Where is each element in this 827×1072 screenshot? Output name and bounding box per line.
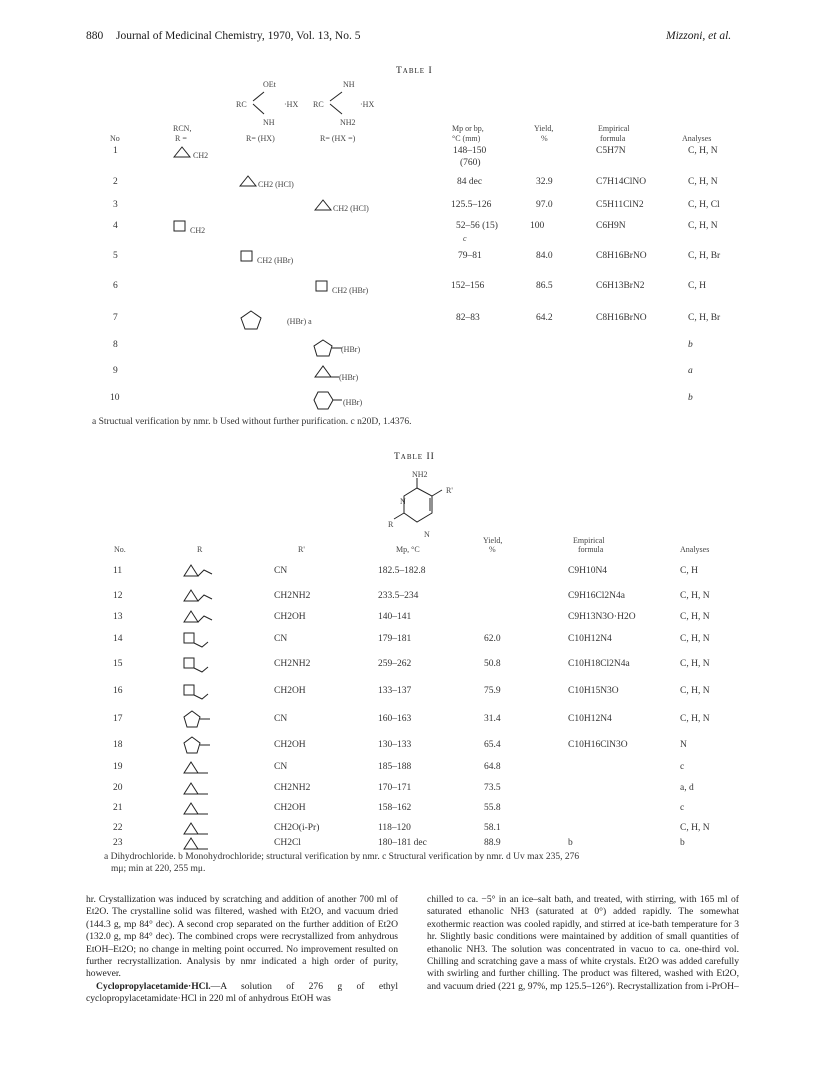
t1-row9-no: 9 <box>113 366 118 376</box>
t1-row3-analyses: C, H, Cl <box>688 200 720 210</box>
body-left-text: hr. Crystallization was induced by scratching and addition of another 700 ml of Et2O. The crystalline solid was filtered, washed with Et2O, and vacuum dried (144.3 g, mp 84° dec). A second crop separated on the further addition of Et2O (132.0 g, mp 84° dec). The combined crops were recrystallized from anhydrous EtOH–Et2O; no change in melting point occurred. No improvement resulted on further recrystallization. Analysis by nmr indicated a high order of purity, however. <box>86 894 398 980</box>
th2-yield: Yield, <box>483 536 503 545</box>
struct-hx1: ·HX <box>284 100 299 109</box>
t1-row6-sub: CH2 (HBr) <box>332 286 369 295</box>
t2-row16-analyses: C, H, N <box>680 686 710 696</box>
th1-yield: Yield, <box>534 124 554 133</box>
t2-row13-analyses: C, H, N <box>680 612 710 622</box>
table1-footnote: a Structual verification by nmr. b Used without further purification. c n20D, 1.4376. <box>92 417 412 427</box>
cyclobutyl-icon <box>182 630 216 650</box>
th1-mp: Mp or bp, <box>452 124 484 133</box>
t2-row11-rp: CN <box>274 566 288 576</box>
t2-row23-yield: 88.9 <box>484 838 501 848</box>
t1-row4-yield: 100 <box>530 221 545 231</box>
cyclobutyl-icon <box>182 655 216 675</box>
t2-row15-yield: 50.8 <box>484 659 501 669</box>
t1-row1-analyses: C, H, N <box>688 146 718 156</box>
t2-row22-analyses: C, H, N <box>680 823 710 833</box>
th1-emp: Empirical <box>598 124 630 133</box>
t1-row1-mp: 148–150 <box>453 146 487 156</box>
t1-row9-sub: (HBr) <box>339 373 359 382</box>
t2-row22-rp: CH2O(i-Pr) <box>274 823 320 833</box>
t2-row13-rp: CH2OH <box>274 612 306 622</box>
t1-row3-mp: 125.5–126 <box>451 200 492 210</box>
t2-row17-yield: 31.4 <box>484 714 501 724</box>
t2-row22-mp: 118–120 <box>378 823 411 833</box>
t2-row14-rp: CN <box>274 634 288 644</box>
t2-row12-no: 12 <box>113 591 123 601</box>
t2-row19-analyses: c <box>680 762 685 772</box>
cyclopropyl-icon <box>182 779 216 799</box>
pyr-nh2: NH2 <box>412 470 428 479</box>
t1-row2-formula: C7H14ClNO <box>596 177 647 187</box>
t2-row20-analyses: a, d <box>680 783 694 793</box>
cyclopropyl-icon <box>182 587 216 607</box>
t2-row15-no: 15 <box>113 659 123 669</box>
t1-row2-sub: CH2 (HCl) <box>258 180 294 189</box>
t1-row2-yield: 32.9 <box>536 177 553 187</box>
t2-row21-rp: CH2OH <box>274 803 306 813</box>
t1-row1-sub: CH2 <box>193 151 209 160</box>
t2-row17-formula: C10H12N4 <box>568 714 612 724</box>
t2-row23-no: 23 <box>113 838 123 848</box>
th1-rhx2: R= (HX =) <box>320 134 356 143</box>
t1-row7-no: 7 <box>113 313 118 323</box>
th1-rcn: RCN, <box>173 124 192 133</box>
t1-row5-sub: CH2 (HBr) <box>257 256 294 265</box>
t1-row7-analyses: C, H, Br <box>688 313 721 323</box>
t1-row10-sub: (HBr) <box>343 398 363 407</box>
t2-row17-no: 17 <box>113 714 123 724</box>
section-heading: Cyclopropylacetamide·HCl. <box>96 980 211 992</box>
cyclopentyl-icon <box>182 736 216 756</box>
t2-row19-no: 19 <box>113 762 123 772</box>
pyr-rp: R' <box>446 486 453 495</box>
t2-row21-no: 21 <box>113 803 123 813</box>
t2-row16-yield: 75.9 <box>484 686 501 696</box>
cyclopropyl-icon <box>182 562 216 582</box>
t1-row7-yield: 64.2 <box>536 313 553 323</box>
pyr-n2: N <box>424 530 430 539</box>
t2-row17-mp: 160–163 <box>378 714 412 724</box>
cyclobutyl-icon <box>172 219 188 233</box>
t2-row22-no: 22 <box>113 823 123 833</box>
t1-row4-mp2: c <box>463 234 467 243</box>
t2-row23-formula: b <box>568 838 573 848</box>
pyr-n1: N <box>400 497 406 506</box>
t1-row7-sub: (HBr) a <box>287 317 312 326</box>
body-left-column <box>86 894 398 1006</box>
t2-row12-rp: CH2NH2 <box>274 591 311 601</box>
th1-req: R = <box>175 134 187 143</box>
t2-row18-mp: 130–133 <box>378 740 412 750</box>
struct-nh-top: NH <box>343 80 355 89</box>
t2-row19-yield: 64.8 <box>484 762 501 772</box>
struct-rc1: RC <box>236 100 247 109</box>
t2-row23-analyses: b <box>680 838 685 848</box>
journal-title: Journal of Medicinal Chemistry, 1970, Vol. 13, No. 5 <box>116 30 361 42</box>
t1-row6-analyses: C, H <box>688 281 706 291</box>
t1-row1-formula: C5H7N <box>596 146 626 156</box>
t2-row15-mp: 259–262 <box>378 659 412 669</box>
cyclopropyl-icon <box>313 198 335 212</box>
t1-row10-no: 10 <box>110 393 120 403</box>
t1-row3-formula: C5H11ClN2 <box>596 200 644 210</box>
th2-r: R <box>197 545 203 554</box>
t2-row19-rp: CN <box>274 762 288 772</box>
th1-analyses: Analyses <box>682 134 712 143</box>
t2-row20-no: 20 <box>113 783 123 793</box>
t2-row11-formula: C9H10N4 <box>568 566 608 576</box>
t1-row3-yield: 97.0 <box>536 200 553 210</box>
t1-row10-analyses: b <box>688 393 693 403</box>
struct-nh2: NH2 <box>340 118 356 127</box>
t2-row16-mp: 133–137 <box>378 686 412 696</box>
t2-row20-yield: 73.5 <box>484 783 501 793</box>
pyr-r: R <box>388 520 394 529</box>
table2-footnote-2: mμ; min at 220, 255 mμ. <box>111 864 206 874</box>
body-left-text-2: —A solution of 276 g of ethyl cyclopropylacetamidate·HCl in 220 ml of anhydrous EtOH was <box>86 980 398 1005</box>
t2-row18-analyses: N <box>680 740 687 750</box>
table2-title: Table II <box>394 452 435 462</box>
t1-row4-sub: CH2 <box>190 226 206 235</box>
t1-row7-formula: C8H16BrNO <box>596 313 647 323</box>
t2-row14-mp: 179–181 <box>378 634 412 644</box>
t1-row6-yield: 86.5 <box>536 281 553 291</box>
table1-title: Table I <box>396 66 433 76</box>
t2-row19-mp: 185–188 <box>378 762 412 772</box>
t2-row14-analyses: C, H, N <box>680 634 710 644</box>
cyclobutyl-icon <box>239 249 255 263</box>
th1-emp2: formula <box>600 134 626 143</box>
cyclopentyl-icon <box>182 710 216 730</box>
th2-rp: R' <box>298 545 305 554</box>
t2-row18-no: 18 <box>113 740 123 750</box>
struct-hx2: ·HX <box>360 100 375 109</box>
t2-row14-formula: C10H12N4 <box>568 634 612 644</box>
cyclopropyl-icon <box>182 608 216 628</box>
cyclopropyl-icon <box>172 145 194 159</box>
t2-row23-rp: CH2Cl <box>274 838 301 848</box>
t2-row21-yield: 55.8 <box>484 803 501 813</box>
t1-row2-analyses: C, H, N <box>688 177 718 187</box>
t2-row17-rp: CN <box>274 714 288 724</box>
t1-row5-formula: C8H16BrNO <box>596 251 647 261</box>
t2-row21-mp: 158–162 <box>378 803 412 813</box>
t1-row5-analyses: C, H, Br <box>688 251 721 261</box>
th1-rhx: R= (HX) <box>246 134 275 143</box>
t1-row5-mp: 79–81 <box>458 251 482 261</box>
table2-footnote-1: a Dihydrochloride. b Monohydrochloride; structural verification by nmr. c Structural verification by nmr. d Uv max 235, 276 <box>104 852 580 862</box>
t2-row18-formula: C10H16ClN3O <box>568 740 628 750</box>
cyclobutyl-icon <box>314 279 330 293</box>
t1-row4-no: 4 <box>113 221 118 231</box>
t2-row18-rp: CH2OH <box>274 740 306 750</box>
th2-analyses: Analyses <box>680 545 710 554</box>
th2-yield2: % <box>489 545 496 554</box>
t1-row5-no: 5 <box>113 251 118 261</box>
t1-row8-no: 8 <box>113 340 118 350</box>
t1-row4-analyses: C, H, N <box>688 221 718 231</box>
th2-emp2: formula <box>578 545 604 554</box>
t2-row21-analyses: c <box>680 803 685 813</box>
t2-row16-formula: C10H15N3O <box>568 686 619 696</box>
cyclobutyl-icon <box>182 682 216 702</box>
t2-row15-rp: CH2NH2 <box>274 659 311 669</box>
cyclopropyl-icon <box>182 834 216 854</box>
th1-mp2: °C (mm) <box>452 134 481 143</box>
struct-nh: NH <box>263 118 275 127</box>
t2-row13-no: 13 <box>113 612 123 622</box>
cyclopropyl-icon <box>238 174 260 188</box>
t1-row8-analyses: b <box>688 340 693 350</box>
t2-row23-mp: 180–181 dec <box>378 838 427 848</box>
th2-mp: Mp, °C <box>396 545 420 554</box>
body-right-text: chilled to ca. −5° in an ice–salt bath, and treated, with stirring, with 165 ml of saturated ethanolic NH3 (saturated at 0°) added rapidly. The somewhat exothermic reaction was cooled rapidly, and stirred at ice-bath temperature for 3 hr. Slightly basic conditions were maintained by addition of small quantities of ethanolic NH3. The solution was concentrated in vacuo to ca. one-third vol. Chilling and scratching gave a mass of white crystals. Et2O was added carefully with swirling and further chilling. The product was filtered, washed with Et2O, and vacuum dried (221 g, 97%, mp 125.5–126°). Recrystallization from i-PrOH– <box>427 894 739 992</box>
struct-bonds <box>250 84 380 124</box>
t2-row14-yield: 62.0 <box>484 634 501 644</box>
struct-rc2: RC <box>313 100 324 109</box>
t1-row8-sub: (HBr) <box>341 345 361 354</box>
th1-yield2: % <box>541 134 548 143</box>
t1-row6-formula: C6H13BrN2 <box>596 281 645 291</box>
t1-row2-no: 2 <box>113 177 118 187</box>
t2-row16-no: 16 <box>113 686 123 696</box>
t2-row14-no: 14 <box>113 634 123 644</box>
t1-row4-formula: C6H9N <box>596 221 626 231</box>
pyrimidine-ring <box>392 476 452 536</box>
t2-row13-formula: C9H13N3O·H2O <box>568 612 636 622</box>
t1-row6-mp: 152–156 <box>451 281 485 291</box>
t1-row3-sub: CH2 (HCl) <box>333 204 369 213</box>
t2-row20-rp: CH2NH2 <box>274 783 311 793</box>
th2-emp: Empirical <box>573 536 605 545</box>
struct-oet: OEt <box>263 80 276 89</box>
t2-row20-mp: 170–171 <box>378 783 412 793</box>
t1-row1-no: 1 <box>113 146 118 156</box>
t1-row4-mp: 52–56 (15) <box>456 221 498 231</box>
t2-row13-mp: 140–141 <box>378 612 412 622</box>
page-number: 880 <box>86 30 104 42</box>
cyclopropyl-icon <box>182 799 216 819</box>
t1-row6-no: 6 <box>113 281 118 291</box>
t1-row5-yield: 84.0 <box>536 251 553 261</box>
body-right-column <box>427 894 739 993</box>
t1-row2-mp: 84 dec <box>457 177 483 187</box>
t2-row11-mp: 182.5–182.8 <box>378 566 426 576</box>
th1-no: No <box>110 134 120 143</box>
t2-row15-analyses: C, H, N <box>680 659 710 669</box>
t2-row15-formula: C10H18Cl2N4a <box>568 659 630 669</box>
t1-row3-no: 3 <box>113 200 118 210</box>
t2-row12-mp: 233.5–234 <box>378 591 419 601</box>
author-line: Mizzoni, et al. <box>666 30 732 42</box>
t2-row18-yield: 65.4 <box>484 740 501 750</box>
t1-row9-analyses: a <box>688 366 693 376</box>
th2-no: No. <box>114 545 126 554</box>
t2-row16-rp: CH2OH <box>274 686 306 696</box>
t2-row22-yield: 58.1 <box>484 823 501 833</box>
t2-row11-analyses: C, H <box>680 566 698 576</box>
t1-row7-mp: 82–83 <box>456 313 480 323</box>
cyclopentyl-icon <box>239 309 263 331</box>
cyclopropyl-icon <box>182 758 216 778</box>
t2-row17-analyses: C, H, N <box>680 714 710 724</box>
t2-row11-no: 11 <box>113 566 123 576</box>
t2-row12-analyses: C, H, N <box>680 591 710 601</box>
t2-row12-formula: C9H16Cl2N4a <box>568 591 625 601</box>
t1-row1-mp2: (760) <box>460 158 481 168</box>
